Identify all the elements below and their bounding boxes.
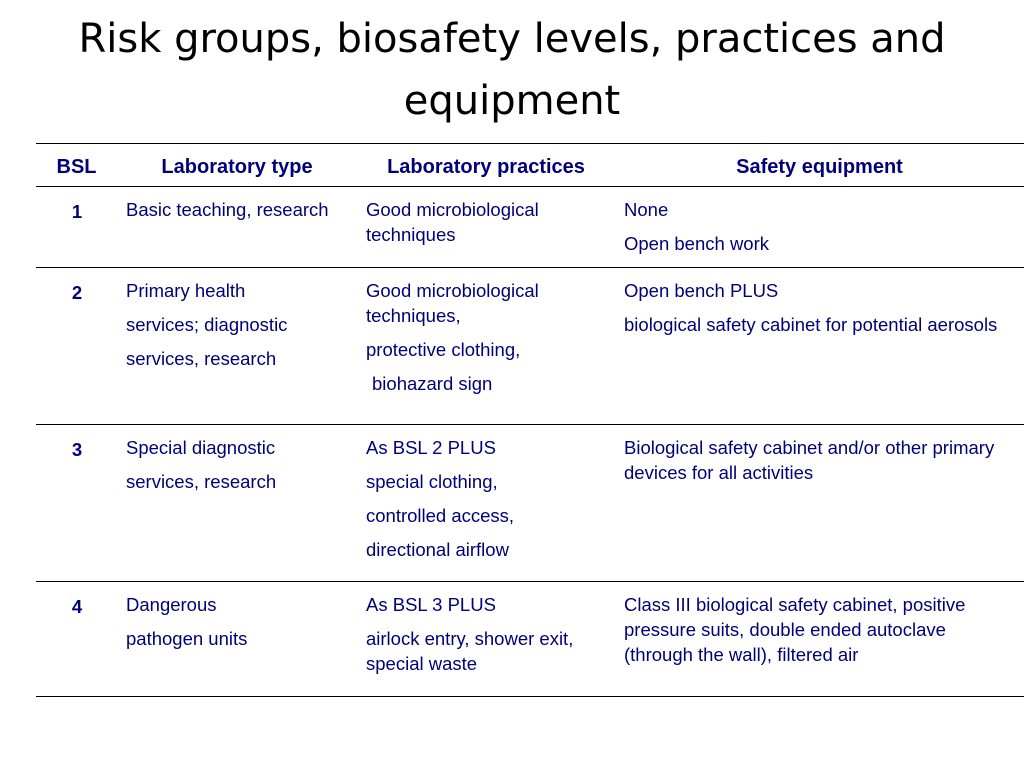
cell-line: Special diagnostic xyxy=(126,437,276,458)
cell-line: Dangerous xyxy=(126,594,217,615)
laboratory-practices-cell xyxy=(357,187,615,268)
table-row xyxy=(36,187,1024,268)
safety-equipment-cell xyxy=(615,268,1024,425)
laboratory-practices-cell xyxy=(357,268,615,425)
header-laboratory-practices: Laboratory practices xyxy=(357,144,615,187)
safety-equipment-cell xyxy=(615,187,1024,268)
bsl-cell: 1 xyxy=(36,187,117,268)
cell-line: Open bench work xyxy=(624,233,770,254)
laboratory-type-cell xyxy=(117,425,357,582)
laboratory-type-cell xyxy=(117,187,357,268)
bsl-cell: 3 xyxy=(36,425,117,582)
bsl-cell: 4 xyxy=(36,582,117,697)
slide-title xyxy=(0,8,1024,132)
cell-line: pathogen units xyxy=(126,628,248,649)
cell-line: Biological safety cabinet and/or other primary devices for all activities xyxy=(624,437,995,483)
cell-line: airlock entry, shower exit, special waste xyxy=(366,628,574,674)
cell-line: Primary health xyxy=(126,280,246,301)
cell-line: As BSL 3 PLUS xyxy=(366,594,496,615)
bsl-cell: 2 xyxy=(36,268,117,425)
cell-line: special clothing, xyxy=(366,471,498,492)
cell-line: protective clothing, xyxy=(366,339,521,360)
slide-title-line-2: equipment xyxy=(403,78,621,124)
cell-line: biological safety cabinet for potential aerosols xyxy=(624,314,998,335)
cell-line: Basic teaching, research xyxy=(126,199,329,220)
safety-equipment-cell xyxy=(615,582,1024,697)
cell-line: Good microbiological techniques, xyxy=(366,280,539,326)
laboratory-type-cell xyxy=(117,268,357,425)
header-bsl: BSL xyxy=(36,144,117,187)
header-safety-equipment: Safety equipment xyxy=(615,144,1024,187)
laboratory-type-cell xyxy=(117,582,357,697)
cell-line: biohazard sign xyxy=(372,373,493,394)
cell-line: directional airflow xyxy=(366,539,509,560)
cell-line: Good microbiological techniques xyxy=(366,199,539,245)
cell-line: Class III biological safety cabinet, positive pressure suits, double ended autoclave (through the wall), filtered air xyxy=(624,594,966,665)
slide-title-line-1: Risk groups, biosafety levels, practices and xyxy=(78,16,946,62)
cell-line: services, research xyxy=(126,471,277,492)
cell-line: None xyxy=(624,199,669,220)
safety-equipment-cell xyxy=(615,425,1024,582)
table-header-row xyxy=(36,144,1024,187)
cell-line: services; diagnostic xyxy=(126,314,288,335)
laboratory-practices-cell xyxy=(357,425,615,582)
cell-line: services, research xyxy=(126,348,277,369)
table-row xyxy=(36,268,1024,425)
biosafety-table-container xyxy=(36,143,1024,697)
table-row xyxy=(36,582,1024,697)
biosafety-table xyxy=(36,143,1024,697)
cell-line: As BSL 2 PLUS xyxy=(366,437,496,458)
laboratory-practices-cell xyxy=(357,582,615,697)
header-laboratory-type: Laboratory type xyxy=(117,144,357,187)
cell-line: Open bench PLUS xyxy=(624,280,779,301)
cell-line: controlled access, xyxy=(366,505,515,526)
table-row xyxy=(36,425,1024,582)
